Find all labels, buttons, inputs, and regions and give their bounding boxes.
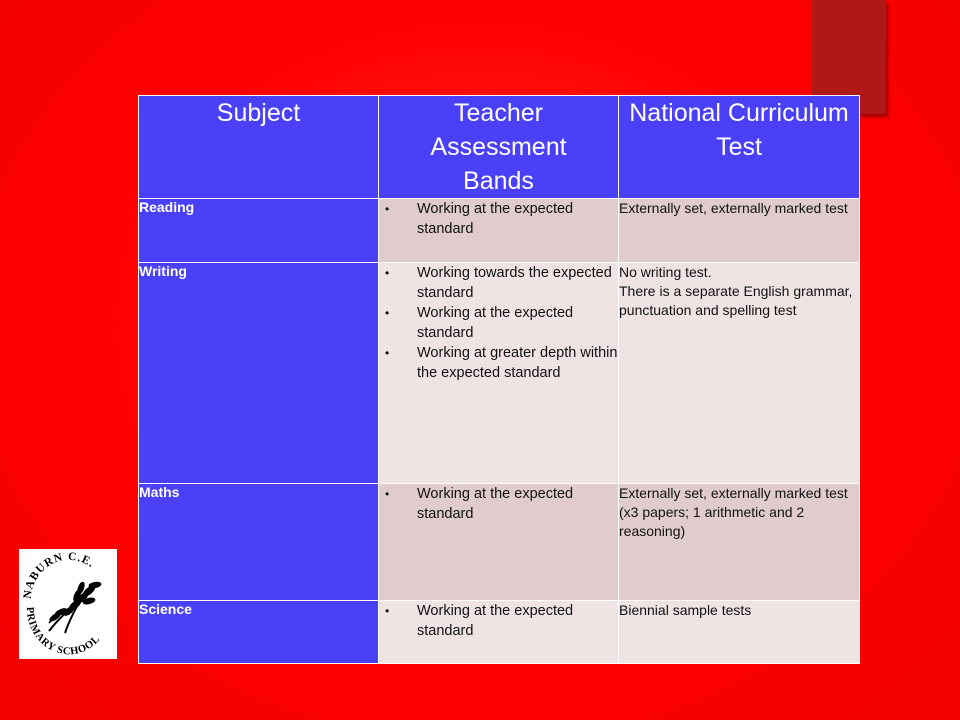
test-cell: Externally set, externally marked test (x3 papers; 1 arithmetic and 2 reasoning) bbox=[619, 484, 860, 601]
band-item: • Working at the expected standard bbox=[379, 484, 618, 524]
bands-cell bbox=[379, 263, 619, 484]
test-cell: Externally set, externally marked test bbox=[619, 199, 860, 263]
header-subject: Subject bbox=[139, 96, 379, 199]
school-logo-graphic bbox=[19, 549, 117, 659]
table-row-writing bbox=[139, 263, 860, 484]
table-row-science bbox=[139, 601, 860, 664]
assessment-table bbox=[138, 95, 860, 664]
table-row-maths bbox=[139, 484, 860, 601]
subject-cell: Science bbox=[139, 601, 379, 664]
band-item: • Working at the expected standard bbox=[379, 303, 618, 343]
bands-cell bbox=[379, 484, 619, 601]
band-item: • Working at the expected standard bbox=[379, 601, 618, 641]
school-logo bbox=[19, 549, 117, 659]
bands-cell bbox=[379, 601, 619, 664]
test-cell: No writing test. There is a separate English grammar, punctuation and spelling test bbox=[619, 263, 860, 484]
subject-cell: Writing bbox=[139, 263, 379, 484]
bands-cell bbox=[379, 199, 619, 263]
subject-cell: Reading bbox=[139, 199, 379, 263]
logo-top-text: NABURN C.E. bbox=[21, 550, 97, 600]
logo-bottom-text: PRIMARY SCHOOL bbox=[23, 606, 103, 658]
header-teacher-assessment-bands: Teacher Assessment Bands bbox=[379, 96, 619, 199]
band-item: • Working at greater depth within the expected standard bbox=[379, 343, 618, 383]
wheat-icon bbox=[49, 581, 102, 633]
table-row-reading bbox=[139, 199, 860, 263]
subject-cell: Maths bbox=[139, 484, 379, 601]
table-header-row bbox=[139, 96, 860, 199]
header-national-curriculum-test: National Curriculum Test bbox=[619, 96, 860, 199]
test-cell: Biennial sample tests bbox=[619, 601, 860, 664]
band-item: • Working towards the expected standard bbox=[379, 263, 618, 303]
band-item: • Working at the expected standard bbox=[379, 199, 618, 239]
